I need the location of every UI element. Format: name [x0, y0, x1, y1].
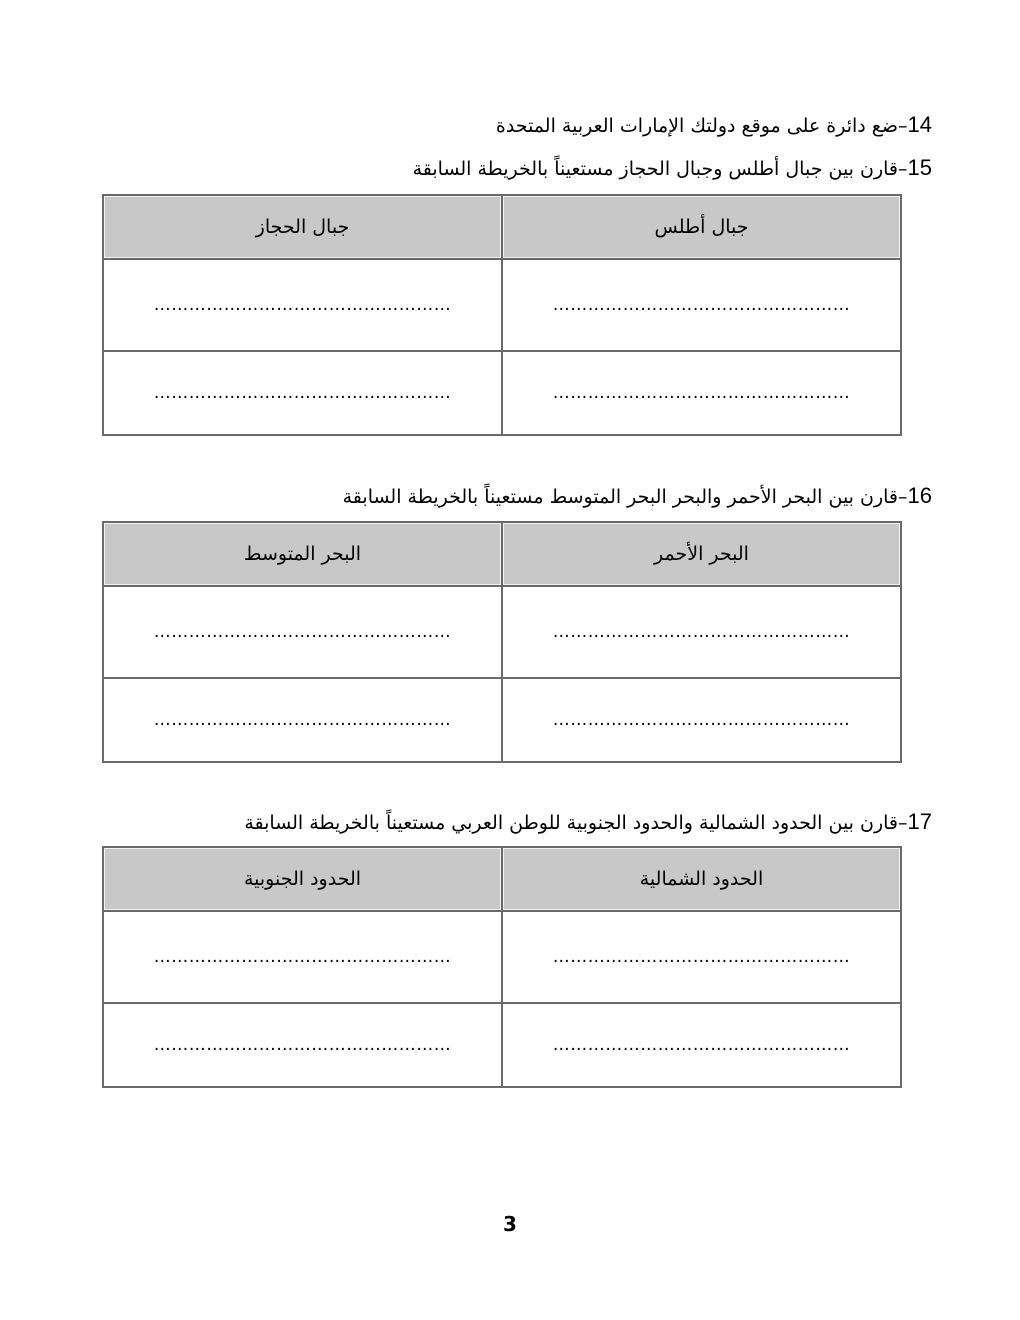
table-header: البحر المتوسط: [103, 522, 502, 586]
question-text: –ضع دائرة على موقع دولتك الإمارات العربية المتحدة: [495, 115, 908, 137]
question-number: 14: [907, 112, 932, 137]
answer-blank[interactable]: ……………………………………………: [502, 351, 901, 435]
answer-blank[interactable]: ……………………………………………: [103, 1003, 502, 1087]
answer-blank[interactable]: ……………………………………………: [103, 911, 502, 1003]
answer-blank[interactable]: ……………………………………………: [103, 351, 502, 435]
table-header: البحر الأحمر: [502, 522, 901, 586]
comparison-table-16: [102, 521, 902, 763]
answer-blank[interactable]: ……………………………………………: [103, 586, 502, 678]
question-text: –قارن بين جبال أطلس وجبال الحجاز مستعيناً بالخريطة السابقة: [412, 158, 908, 180]
comparison-table-15: [102, 194, 902, 436]
table-header: جبال الحجاز: [103, 195, 502, 259]
answer-blank[interactable]: ……………………………………………: [502, 259, 901, 351]
table-header: جبال أطلس: [502, 195, 901, 259]
page-number: 3: [503, 1212, 517, 1236]
table-header: الحدود الشمالية: [502, 847, 901, 911]
question-text: –قارن بين الحدود الشمالية والحدود الجنوبية للوطن العربي مستعيناً بالخريطة السابقة: [244, 812, 908, 834]
question-number: 15: [907, 155, 932, 180]
question-number: 17: [907, 809, 932, 834]
question-17: [100, 809, 932, 836]
answer-blank[interactable]: ……………………………………………: [502, 586, 901, 678]
question-14: [100, 112, 932, 139]
question-text: –قارن بين البحر الأحمر والبحر البحر المتوسط مستعيناً بالخريطة السابقة: [342, 486, 908, 508]
answer-blank[interactable]: ……………………………………………: [103, 678, 502, 762]
table-header: الحدود الجنوبية: [103, 847, 502, 911]
comparison-table-17: [102, 846, 902, 1088]
question-16: [100, 483, 932, 510]
answer-blank[interactable]: ……………………………………………: [502, 1003, 901, 1087]
answer-blank[interactable]: ……………………………………………: [502, 911, 901, 1003]
question-number: 16: [907, 483, 932, 508]
question-15: [100, 155, 932, 182]
answer-blank[interactable]: ……………………………………………: [103, 259, 502, 351]
answer-blank[interactable]: ……………………………………………: [502, 678, 901, 762]
